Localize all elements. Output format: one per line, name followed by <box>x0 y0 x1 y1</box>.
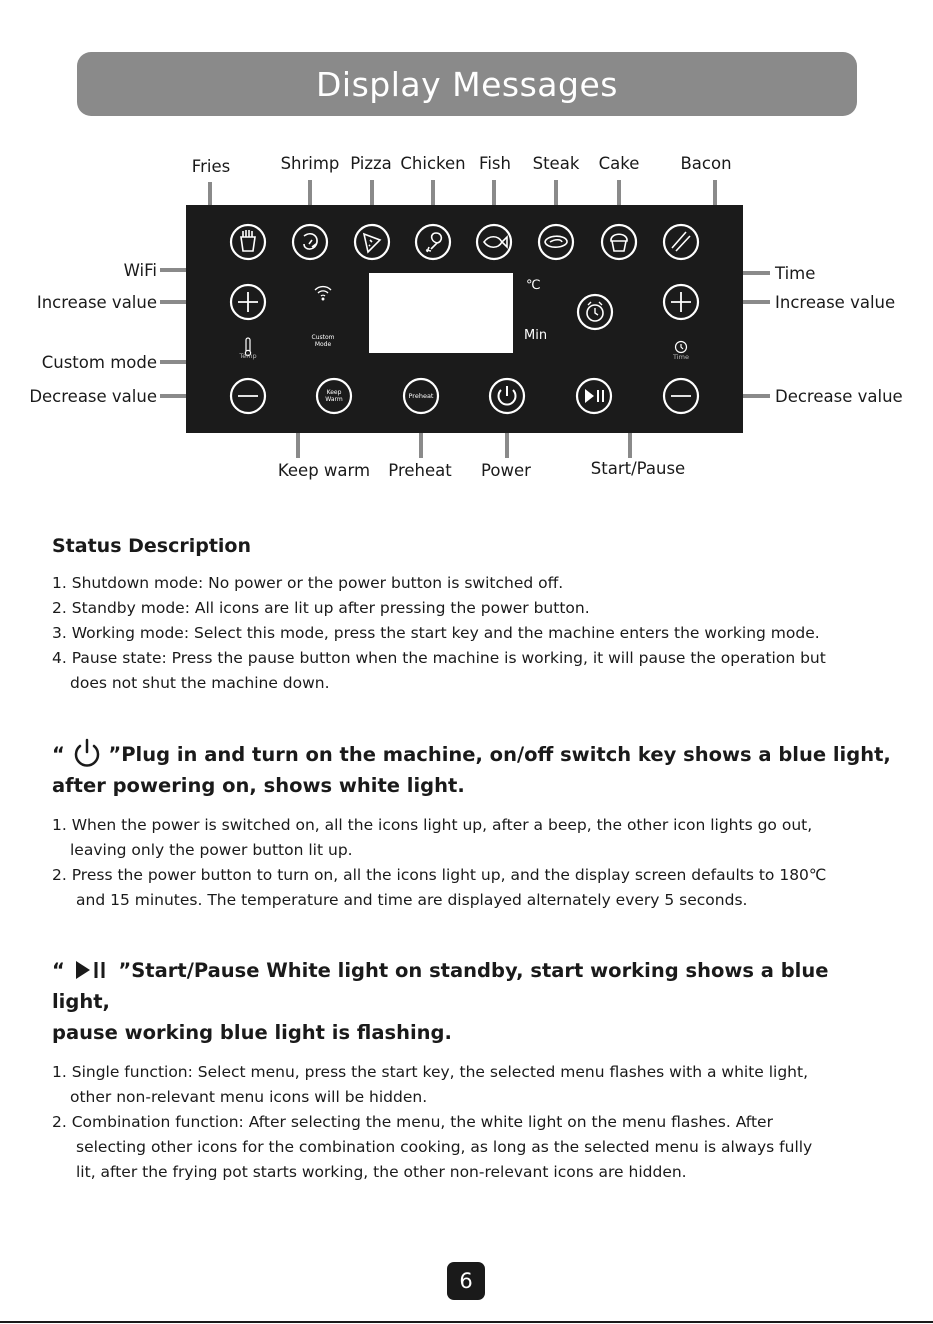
power-item-1 <box>52 813 892 863</box>
custom-mode-line1: Custom <box>311 334 335 341</box>
power-heading-line1: Plug in and turn on the machine, on/off switch key shows a blue light, <box>121 743 891 766</box>
temp-caption: Temp <box>239 352 257 360</box>
power-item-2 <box>52 863 892 913</box>
bottom-rule <box>0 1321 933 1323</box>
title-banner <box>77 52 857 116</box>
label-keep-warm: Keep warm <box>277 461 371 480</box>
start-item-1 <box>52 1060 892 1110</box>
label-decrease-left: Decrease value <box>29 387 157 406</box>
item-line: Combination function: After selecting the menu, the white light on the menu flashes. After <box>71 1113 773 1131</box>
label-wifi: WiFi <box>123 261 157 280</box>
label-preheat: Preheat <box>388 461 452 480</box>
label-shrimp: Shrimp <box>280 154 340 173</box>
item-number: 2. <box>52 866 67 884</box>
minute-unit: Min <box>524 328 548 343</box>
power-heading-line2: after powering on, shows white light. <box>52 774 465 797</box>
status-heading: Status Description <box>52 535 252 557</box>
item-line: Press the power button to turn on, all the icons light up, and the display screen defaults to 180℃ <box>71 866 827 884</box>
label-pizza: Pizza <box>350 154 392 173</box>
play-pause-icon <box>72 957 112 983</box>
item-number: 2. <box>52 599 67 617</box>
status-item-1 <box>52 571 892 596</box>
start-heading-line2: pause working blue light is flashing. <box>52 1021 452 1044</box>
item-line: Single function: Select menu, press the start key, the selected menu flashes with a white light, <box>71 1063 809 1081</box>
item-line: Standby mode: All icons are lit up after pressing the power button. <box>71 599 590 617</box>
status-item-3 <box>52 621 892 646</box>
custom-mode-line2: Mode <box>314 341 332 348</box>
item-number: 4. <box>52 649 67 667</box>
start-pause-section <box>52 955 892 1185</box>
label-increase-right: Increase value <box>775 293 896 312</box>
keep-warm-line1: Keep <box>326 389 342 396</box>
page-title: Display Messages <box>316 64 618 104</box>
label-fries: Fries <box>191 157 231 176</box>
item-line: other non-relevant menu icons will be hidden. <box>70 1088 428 1106</box>
status-item-4 <box>52 646 892 696</box>
item-line: Pause state: Press the pause button when the machine is working, it will pause the operation but <box>71 649 826 667</box>
status-section <box>52 535 892 696</box>
display-screen <box>369 273 513 353</box>
label-chicken: Chicken <box>400 154 466 173</box>
label-custom-mode: Custom mode <box>41 353 157 372</box>
item-number: 1. <box>52 1063 67 1081</box>
label-bacon: Bacon <box>680 154 732 173</box>
label-steak: Steak <box>532 154 580 173</box>
item-line: Shutdown mode: No power or the power button is switched off. <box>71 574 564 592</box>
start-heading-line1: Start/Pause White light on standby, start working shows a blue light, <box>52 959 829 1013</box>
power-heading <box>52 737 892 801</box>
item-line: does not shut the machine down. <box>70 674 330 692</box>
label-cake: Cake <box>598 154 640 173</box>
page-number: 6 <box>447 1262 485 1300</box>
open-quote: “ <box>52 959 65 982</box>
open-quote: “ <box>52 743 65 766</box>
label-start-pause: Start/Pause <box>590 459 686 478</box>
item-number: 2. <box>52 1113 67 1131</box>
label-fish: Fish <box>479 154 511 173</box>
label-decrease-right: Decrease value <box>775 387 903 406</box>
preheat-button-text: Preheat <box>408 392 434 400</box>
close-quote: ” <box>108 743 122 766</box>
item-line: leaving only the power button lit up. <box>70 841 353 859</box>
item-line: Working mode: Select this mode, press the start key and the machine enters the working mode. <box>71 624 820 642</box>
power-section <box>52 737 892 913</box>
label-time: Time <box>775 264 816 283</box>
close-quote: ” <box>118 959 132 982</box>
status-item-2 <box>52 596 892 621</box>
power-icon <box>72 737 102 767</box>
item-number: 1. <box>52 574 67 592</box>
keep-warm-line2: Warm <box>325 396 343 403</box>
start-pause-heading <box>52 955 892 1048</box>
item-number: 1. <box>52 816 67 834</box>
item-line: selecting other icons for the combination cooking, as long as the selected menu is always fully <box>76 1138 813 1156</box>
time-caption: Time <box>673 353 689 361</box>
label-increase-left: Increase value <box>36 293 157 312</box>
item-line: When the power is switched on, all the icons light up, after a beep, the other icon lights go out, <box>71 816 813 834</box>
item-line: lit, after the frying pot starts working, the other non-relevant icons are hidden. <box>76 1163 687 1181</box>
item-number: 3. <box>52 624 67 642</box>
label-power: Power <box>481 461 531 480</box>
control-panel-diagram <box>0 140 933 500</box>
item-line: and 15 minutes. The temperature and time are displayed alternately every 5 seconds. <box>76 891 748 909</box>
celsius-unit: ℃ <box>526 278 541 293</box>
start-item-2 <box>52 1110 892 1185</box>
